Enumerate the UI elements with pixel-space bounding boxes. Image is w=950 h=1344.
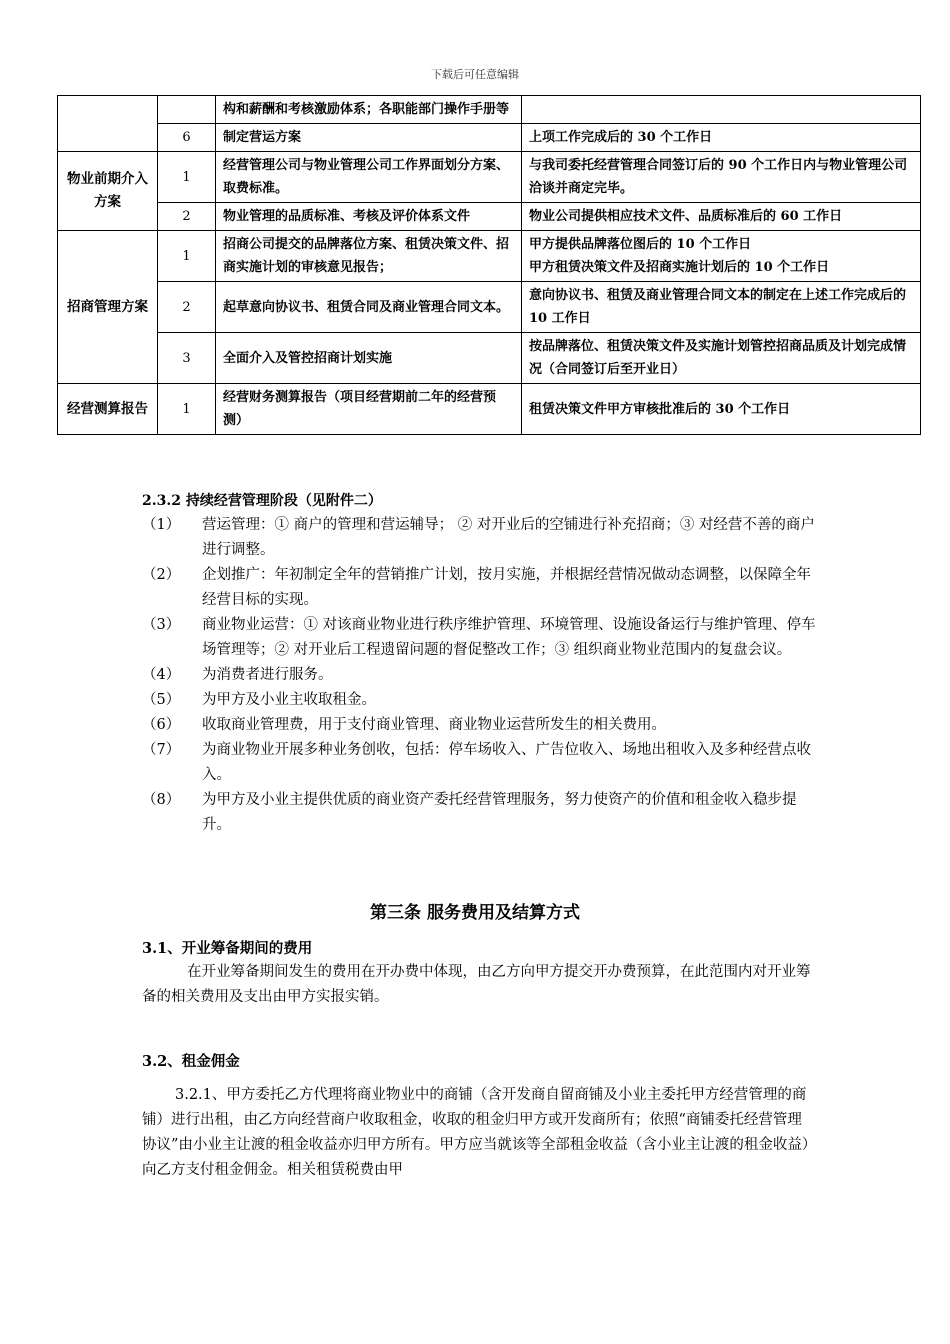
section-heading-3-2: 3.2、租金佣金 [142,1053,240,1070]
list-item-index: （4） [142,667,181,683]
table-cell-task: 经营管理公司与物业管理公司工作界面划分方案、取费标准。 [216,152,522,203]
table-cell-task: 全面介入及管控招商计划实施 [216,333,522,384]
list-item-text: 为消费者进行服务。 [202,667,333,683]
schedule-table [57,95,921,435]
table-cell-num: 2 [158,203,216,231]
table-cell-task: 制定营运方案 [216,124,522,152]
table-cell-time-line: 甲方提供品牌落位图后的 10 个工作日 [529,237,752,252]
list-item-index: （3） [142,617,181,633]
list-item-text: 商业物业运营：① 对该商业物业进行秩序维护管理、环境管理、设施设备运行与维护管理、停车场管理等；② 对开业后工程遗留问题的督促整改工作；③ 组织商业物业范围内的复盘会议。 [202,617,816,658]
table-row [58,231,921,282]
table-row [58,384,921,435]
list-item [142,688,822,713]
paragraph-3-1: 在开业筹备期间发生的费用在开办费中体现，由乙方向甲方提交开办费预算，在此范围内对开业筹备的相关费用及支出由甲方实报实销。 [142,964,811,1005]
list-item [142,713,822,738]
list-item-text: 营运管理：① 商户的管理和营运辅导； ② 对开业后的空铺进行补充招商；③ 对经营不善的商户进行调整。 [202,517,815,558]
table-row [58,333,921,384]
list-item [142,613,822,663]
list-item-index: （6） [142,717,181,733]
list-item-text: 为甲方及小业主提供优质的商业资产委托经营管理服务，努力使资产的价值和租金收入稳步提升。 [202,792,797,833]
table-cell-category: 招商管理方案 [58,231,158,384]
table-cell-num: 2 [158,282,216,333]
table-cell-num: 1 [158,231,216,282]
list-item-index: （7） [142,742,181,758]
list-item [142,513,822,563]
table-cell-num: 6 [158,124,216,152]
list-item [142,663,822,688]
section-heading-2-3-2: 2.3.2 持续经营管理阶段（见附件二） [142,493,382,509]
table-cell-time: 意向协议书、租赁及商业管理合同文本的制定在上述工作完成后的 10 工作日 [522,282,921,333]
table-cell-time: 按品牌落位、租赁决策文件及实施计划管控招商品质及计划完成情况（合同签订后至开业日） [522,333,921,384]
table-cell-category-empty [58,96,158,152]
list-item [142,563,822,613]
numbered-list [142,513,822,838]
list-item-index: （2） [142,567,181,583]
list-item-text: 企划推广：年初制定全年的营销推广计划，按月实施，并根据经营情况做动态调整，以保障全年经营目标的实现。 [202,567,811,608]
table-cell-num: 1 [158,384,216,435]
table-cell-time-line: 甲方租赁决策文件及招商实施计划后的 10 个工作日 [529,260,830,275]
table-row [58,203,921,231]
table-cell-task: 物业管理的品质标准、考核及评价体系文件 [216,203,522,231]
list-item [142,788,822,838]
list-item-index: （8） [142,792,181,808]
table-cell-time: 上项工作完成后的 30 个工作日 [522,124,921,152]
table-cell-time: 物业公司提供相应技术文件、品质标准后的 60 工作日 [522,203,921,231]
table-cell-task: 经营财务测算报告（项目经营期前二年的经营预测） [216,384,522,435]
list-item-text: 为商业物业开展多种业务创收，包括：停车场收入、广告位收入、场地出租收入及多种经营点收入。 [202,742,811,783]
list-item [142,738,822,788]
table-row [58,152,921,203]
table-cell-task: 起草意向协议书、租赁合同及商业管理合同文本。 [216,282,522,333]
table-row [58,282,921,333]
table-row [58,96,921,124]
section-heading-3-1: 3.1、开业筹备期间的费用 [142,940,313,957]
table-cell-task: 招商公司提交的品牌落位方案、租赁决策文件、招商实施计划的审核意见报告； [216,231,522,282]
table-cell-time [522,231,921,282]
table-cell-time: 与我司委托经营管理合同签订后的 90 个工作日内与物业管理公司洽谈并商定完毕。 [522,152,921,203]
paragraph-3-2-1: 3.2.1、甲方委托乙方代理将商业物业中的商铺（含开发商自留商铺及小业主委托甲方经营管理的商铺）进行出租，由乙方向经营商户收取租金，收取的租金归甲方或开发商所有；依照“商铺委托经营管理协议”由小业主让渡的租金收益亦归甲方所有。甲方应当就该等全部租金收益（含小业主让渡的租金收益）向乙方支付租金佣金。相关租赁税费由甲 [142,1087,810,1178]
table-cell-num: 3 [158,333,216,384]
table-cell-category: 物业前期介入方案 [58,152,158,231]
table-cell-time: 租赁决策文件甲方审核批准后的 30 个工作日 [522,384,921,435]
list-item-text: 收取商业管理费，用于支付商业管理、商业物业运营所发生的相关费用。 [202,717,666,733]
table-cell-time [522,96,921,124]
table-row [58,124,921,152]
table-cell-category: 经营测算报告 [58,384,158,435]
download-note: 下载后可任意编辑 [431,68,519,81]
table-cell-task: 构和薪酬和考核激励体系；各职能部门操作手册等 [216,96,522,124]
list-item-text: 为甲方及小业主收取租金。 [202,692,376,708]
article-title: 第三条 服务费用及结算方式 [370,903,580,923]
list-item-index: （1） [142,517,181,533]
list-item-index: （5） [142,692,181,708]
table-cell-num: 1 [158,152,216,203]
table-cell-num [158,96,216,124]
